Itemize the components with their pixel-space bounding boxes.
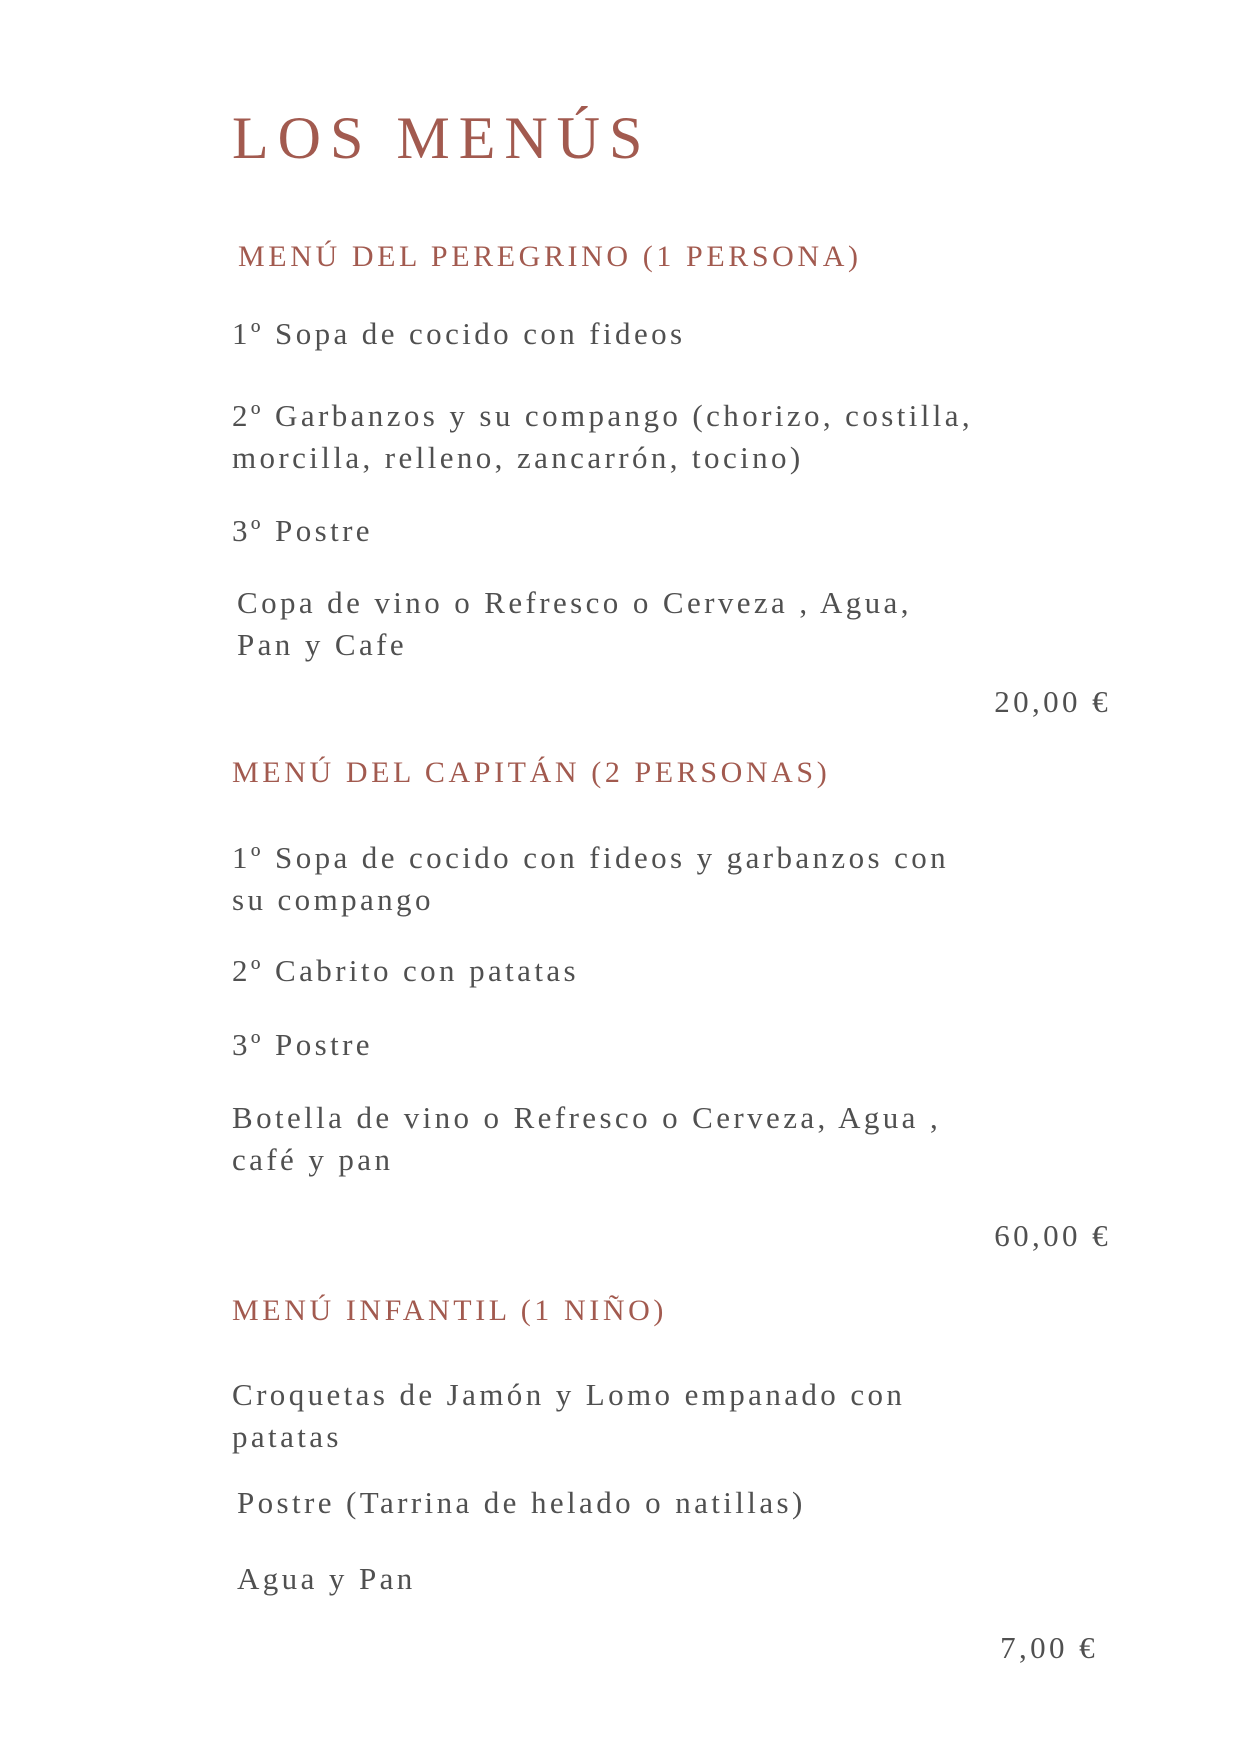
menu-item-line: 1º Sopa de cocido con fideos y garbanzos con xyxy=(232,840,950,875)
menu-item-line: patatas xyxy=(232,1419,342,1454)
page-title: LOS MENÚS xyxy=(232,105,652,171)
menu-item-line: 2º Garbanzos y su compango (chorizo, costilla, xyxy=(232,398,974,433)
menu-item-line: 3º Postre xyxy=(232,1027,373,1062)
menu-item-line: 1º Sopa de cocido con fideos xyxy=(232,316,686,351)
menu-item-line: café y pan xyxy=(232,1142,394,1177)
menu-item-line: Pan y Cafe xyxy=(237,627,408,662)
menu-item-line: morcilla, relleno, zancarrón, tocino) xyxy=(232,440,804,475)
menu-item-line: Copa de vino o Refresco o Cerveza , Agua, xyxy=(237,585,912,620)
menu-item-line: su compango xyxy=(232,882,434,917)
menu-item-line: 2º Cabrito con patatas xyxy=(232,953,579,988)
menu-price-capitan: 60,00 € xyxy=(994,1218,1111,1253)
menu-heading-infantil: MENÚ INFANTIL (1 NIÑO) xyxy=(232,1294,667,1327)
menu-price-peregrino: 20,00 € xyxy=(994,684,1111,719)
menu-item-line: Botella de vino o Refresco o Cerveza, Agua , xyxy=(232,1100,942,1135)
menu-item-line: 3º Postre xyxy=(232,513,373,548)
menu-item-line: Postre (Tarrina de helado o natillas) xyxy=(237,1485,806,1520)
menu-item-line: Croquetas de Jamón y Lomo empanado con xyxy=(232,1377,906,1412)
menu-price-infantil: 7,00 € xyxy=(1000,1630,1098,1665)
menu-heading-peregrino: MENÚ DEL PEREGRINO (1 PERSONA) xyxy=(238,240,862,273)
menu-heading-capitan: MENÚ DEL CAPITÁN (2 PERSONAS) xyxy=(232,756,831,789)
menu-item-line: Agua y Pan xyxy=(237,1561,416,1596)
